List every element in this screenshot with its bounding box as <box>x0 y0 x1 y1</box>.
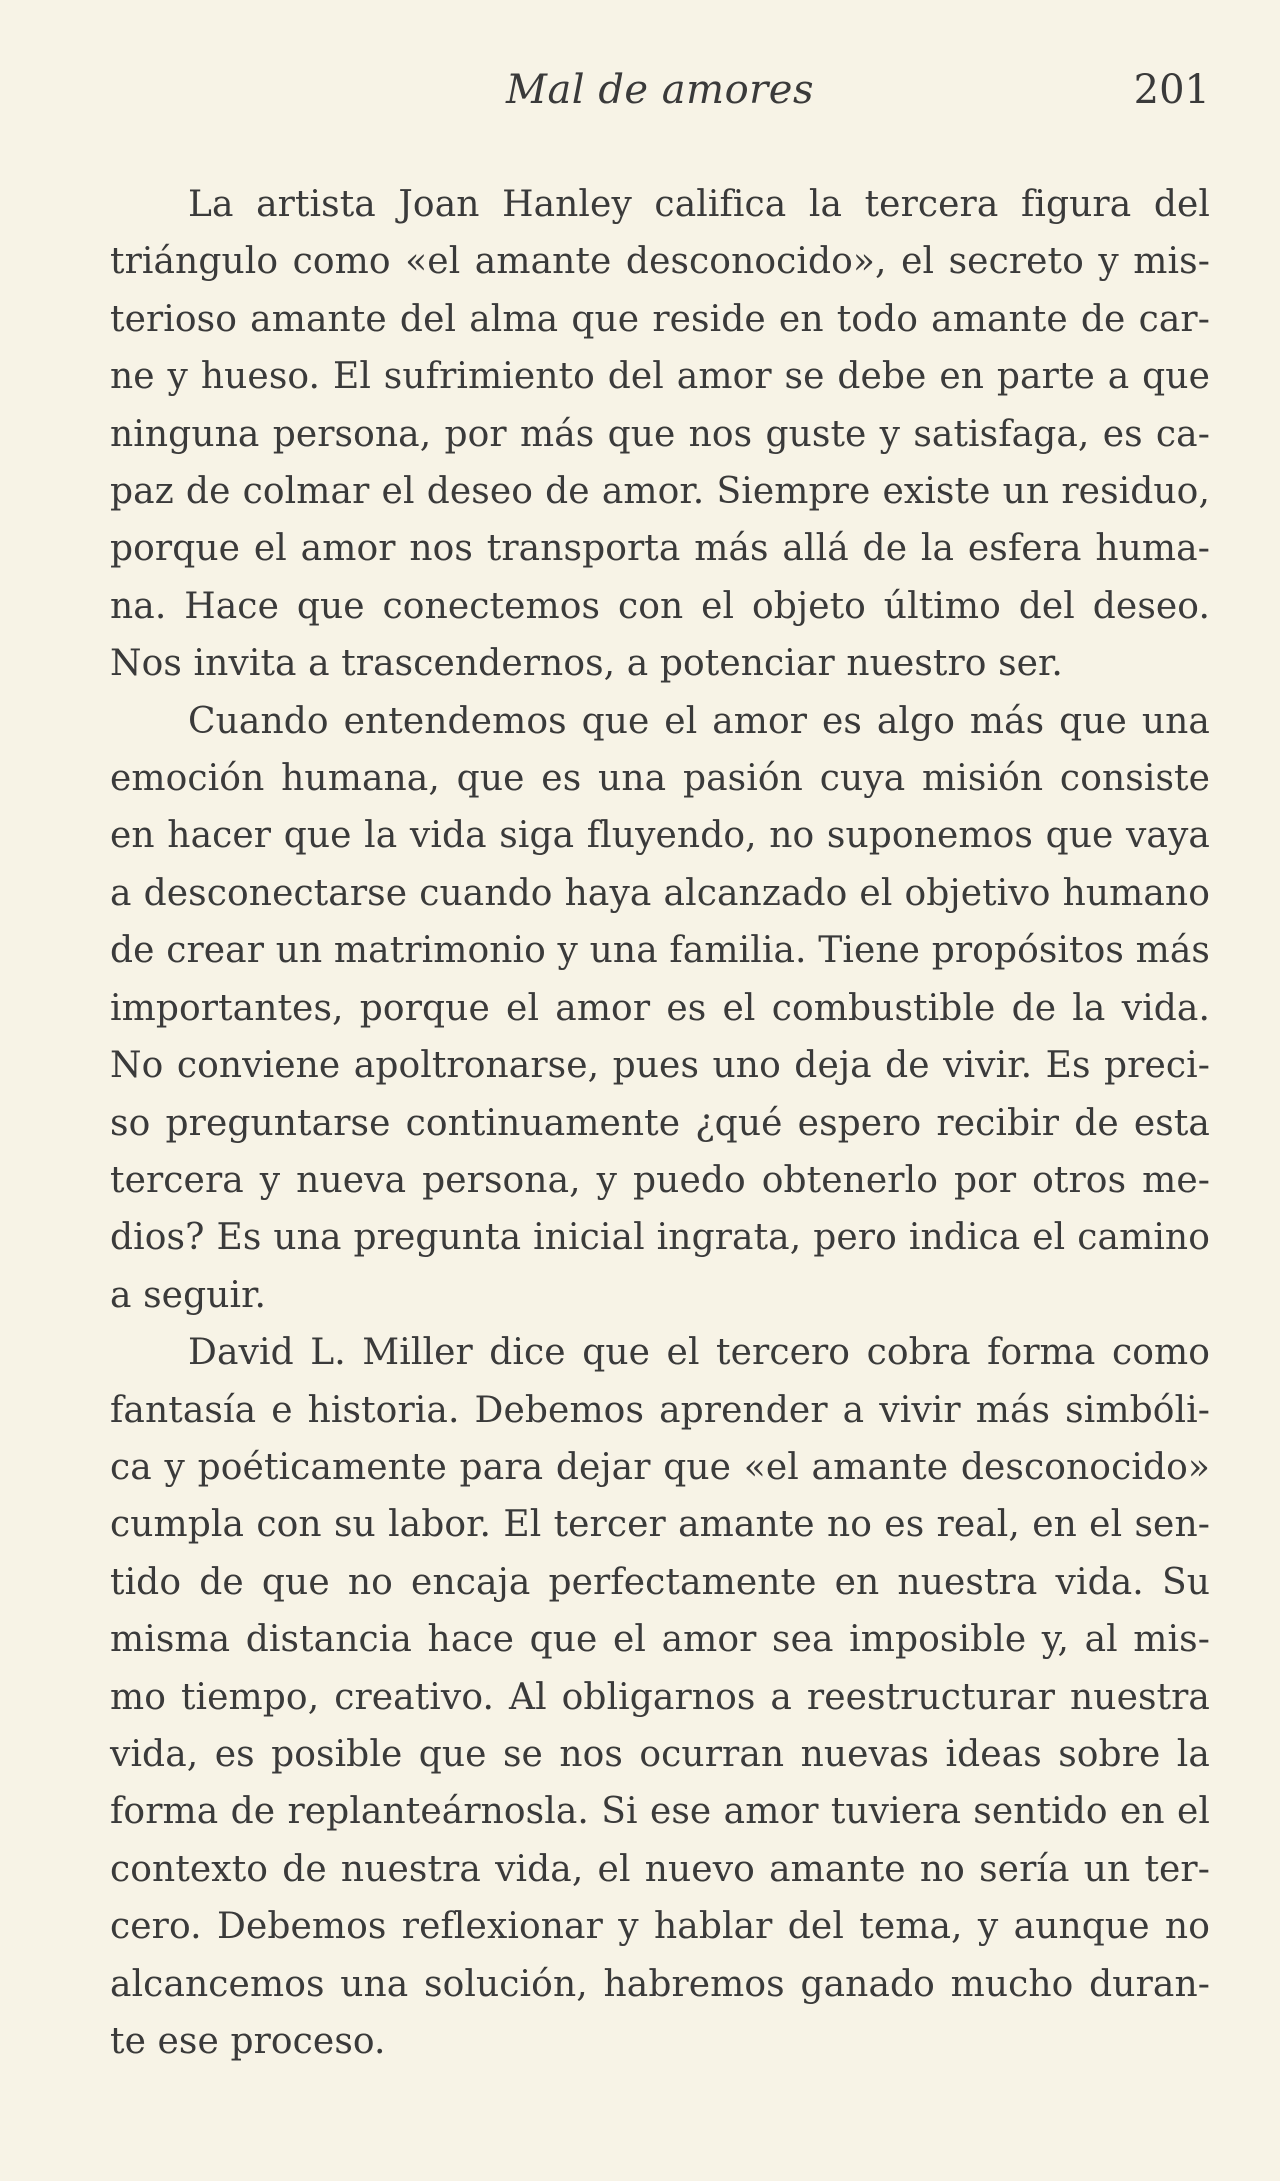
paragraph-1 <box>110 176 1210 693</box>
text-line: misma distancia hace que el amor sea imposible y, al mis- <box>110 1619 1210 1661</box>
text-line: a seguir. <box>110 1274 267 1316</box>
page-number: 201 <box>1133 67 1210 113</box>
text-line: dios? Es una pregunta inicial ingrata, pero indica el camino <box>110 1217 1210 1259</box>
text-line: so preguntarse continuamente ¿qué espero recibir de esta <box>110 1102 1210 1144</box>
text-line: Cuando entendemos que el amor es algo más que una <box>188 700 1210 742</box>
text-line: cumpla con su labor. El tercer amante no es real, en el sen- <box>110 1504 1210 1546</box>
text-line: ninguna persona, por más que nos guste y satisfaga, es ca- <box>110 413 1210 455</box>
text-line: tido de que no encaja perfectamente en nuestra vida. Su <box>110 1561 1210 1603</box>
text-line: na. Hace que conectemos con el objeto último del deseo. <box>110 585 1210 627</box>
body-text <box>110 176 1210 2070</box>
text-line: fantasía e historia. Debemos aprender a vivir más simbóli- <box>110 1389 1210 1431</box>
text-line: porque el amor nos transporta más allá de la esfera huma- <box>110 528 1210 570</box>
text-line: a desconectarse cuando haya alcanzado el objetivo humano <box>110 872 1210 914</box>
text-line: David L. Miller dice que el tercero cobra forma como <box>188 1332 1210 1374</box>
text-line: de crear un matrimonio y una familia. Tiene propósitos más <box>110 930 1210 972</box>
text-line: tercera y nueva persona, y puedo obtenerlo por otros me- <box>110 1159 1210 1201</box>
paragraph-2 <box>110 693 1210 1324</box>
text-line: terioso amante del alma que reside en todo amante de car- <box>110 298 1210 340</box>
text-line: mo tiempo, creativo. Al obligarnos a reestructurar nuestra <box>110 1676 1210 1718</box>
running-title: Mal de amores <box>506 67 814 113</box>
text-line: alcancemos una solución, habremos ganado mucho duran- <box>110 1963 1210 2005</box>
text-line: contexto de nuestra vida, el nuevo amante no sería un ter- <box>110 1848 1210 1890</box>
text-line: La artista Joan Hanley califica la tercera figura del <box>188 184 1210 225</box>
text-line: ne y hueso. El sufrimiento del amor se debe en parte a que <box>110 356 1210 398</box>
paragraph-3 <box>110 1324 1210 2070</box>
text-line: en hacer que la vida siga fluyendo, no suponemos que vaya <box>110 815 1210 857</box>
text-line: ca y poéticamente para dejar que «el amante desconocido» <box>110 1446 1210 1488</box>
text-line: Nos invita a trascendernos, a potenciar nuestro ser. <box>110 643 1063 685</box>
text-line: triángulo como «el amante desconocido», el secreto y mis- <box>110 241 1210 283</box>
text-line: No conviene apoltronarse, pues uno deja de vivir. Es preci- <box>110 1045 1210 1087</box>
text-line: forma de replanteárnosla. Si ese amor tuviera sentido en el <box>110 1791 1210 1833</box>
text-line: te ese proceso. <box>110 2021 386 2062</box>
text-line: vida, es posible que se nos ocurran nuevas ideas sobre la <box>110 1733 1210 1775</box>
text-line: paz de colmar el deseo de amor. Siempre existe un residuo, <box>110 471 1210 513</box>
text-line: emoción humana, que es una pasión cuya misión consiste <box>110 758 1210 800</box>
running-head <box>110 60 1210 120</box>
text-line: cero. Debemos reflexionar y hablar del tema, y aunque no <box>110 1906 1210 1948</box>
text-line: importantes, porque el amor es el combustible de la vida. <box>110 987 1210 1029</box>
